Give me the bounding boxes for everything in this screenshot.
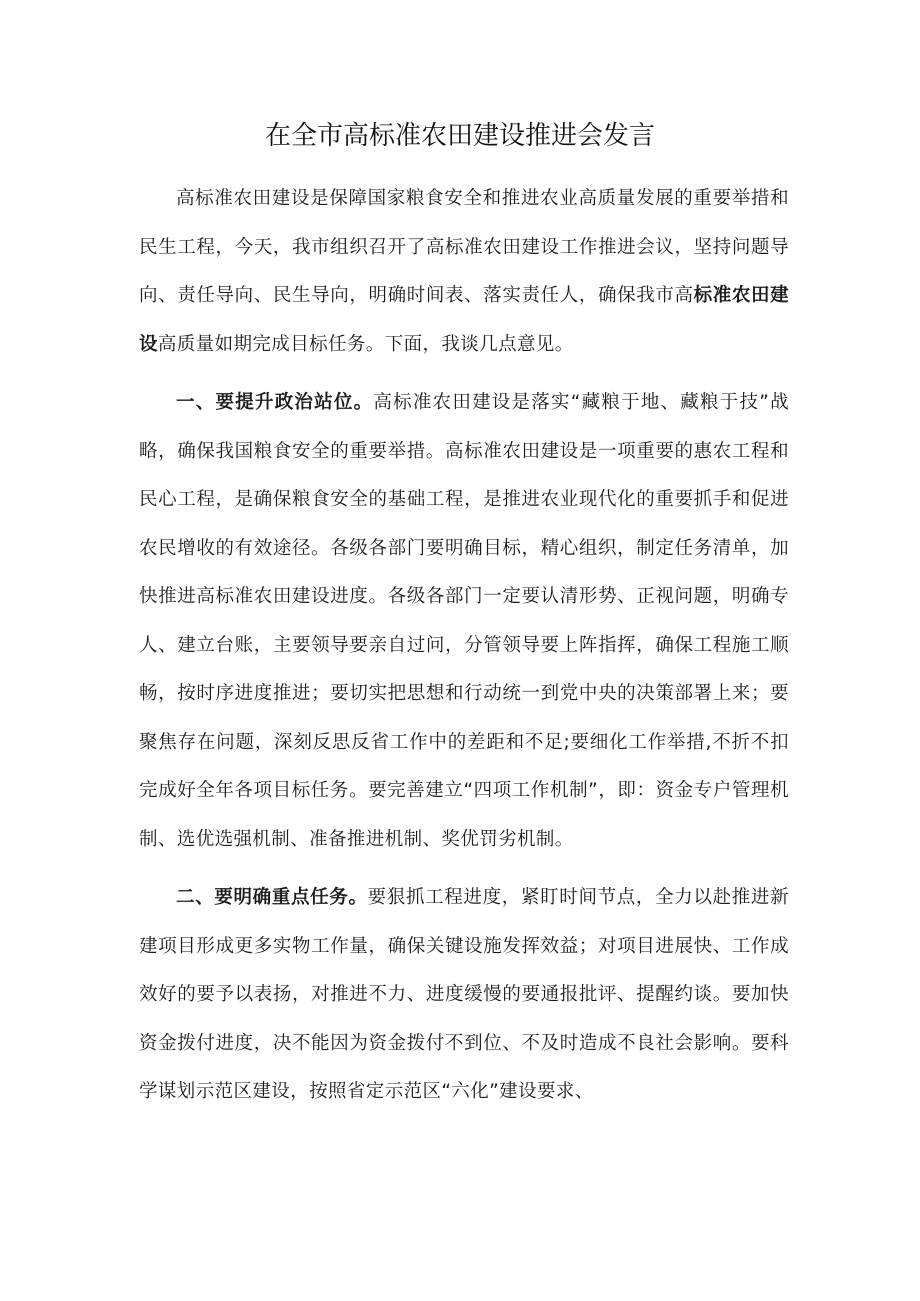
intro-text-end: 高质量如期完成目标任务。下面，我谈几点意见。	[157, 333, 574, 355]
section-text-1: 高标准农田建设是落实“藏粮于地、藏粮于技”战略，确保我国粮食安全的重要举措。高标准农田建设是一项重要的惠农工程和民心工程，是确保粮食安全的基础工程，是推进农业现代化的重要抓手和促进农民增收的有效途径。各级各部门要明确目标，精心组织，制定任务清单，加快推进高标准农田建设进度。各级各部门一定要认清形势、正视问题，明确专人、建立台账，主要领导要亲自过问，分管领导要上阵指挥，确保工程施工顺畅，按时序进度推进；要切实把思想和行动统一到党中央的决策部署上来；要聚焦存在问题，深刻反思反省工作中的差距和不足;要细化工作举措,不折不扣完成好全年各项目标任务。要完善建立“四项工作机制”，即：资金专户管理机制、选优选强机制、准备推进机制、奖优罚劣机制。	[139, 392, 789, 850]
intro-paragraph	[139, 175, 789, 369]
section-text-2: 要狠抓工程进度，紧盯时间节点，全力以赴推进新建项目形成更多实物工作量，确保关键设施发挥效益；对项目进展快、工作成效好的要予以表扬，对推进不力、进度缓慢的要通报批评、提醒约谈。要加快资金拨付进度，决不能因为资金拨付不到位、不及时造成不良社会影响。要科学谋划示范区建设，按照省定示范区“六化”建设要求、	[139, 887, 789, 1102]
document-body	[139, 175, 789, 1117]
section-paragraph-1	[139, 379, 789, 864]
section-heading-2: 二、要明确重点任务。	[176, 887, 368, 908]
section-heading-1: 一、要提升政治站位。	[176, 392, 374, 413]
intro-text-start: 高标准农田建设是保障国家粮食安全和推进农业高质量发展的重要举措和民生工程，今天，我市组织召开了高标准农田建设工作推进会议，坚持问题导向、责任导向、民生导向，明确时间表、落实责任人，确保我市高	[139, 188, 789, 306]
intro-emphasis: 标准农田建设	[139, 285, 789, 355]
document-title: 在全市高标准农田建设推进会发言	[264, 121, 655, 151]
section-paragraph-2	[139, 874, 789, 1117]
